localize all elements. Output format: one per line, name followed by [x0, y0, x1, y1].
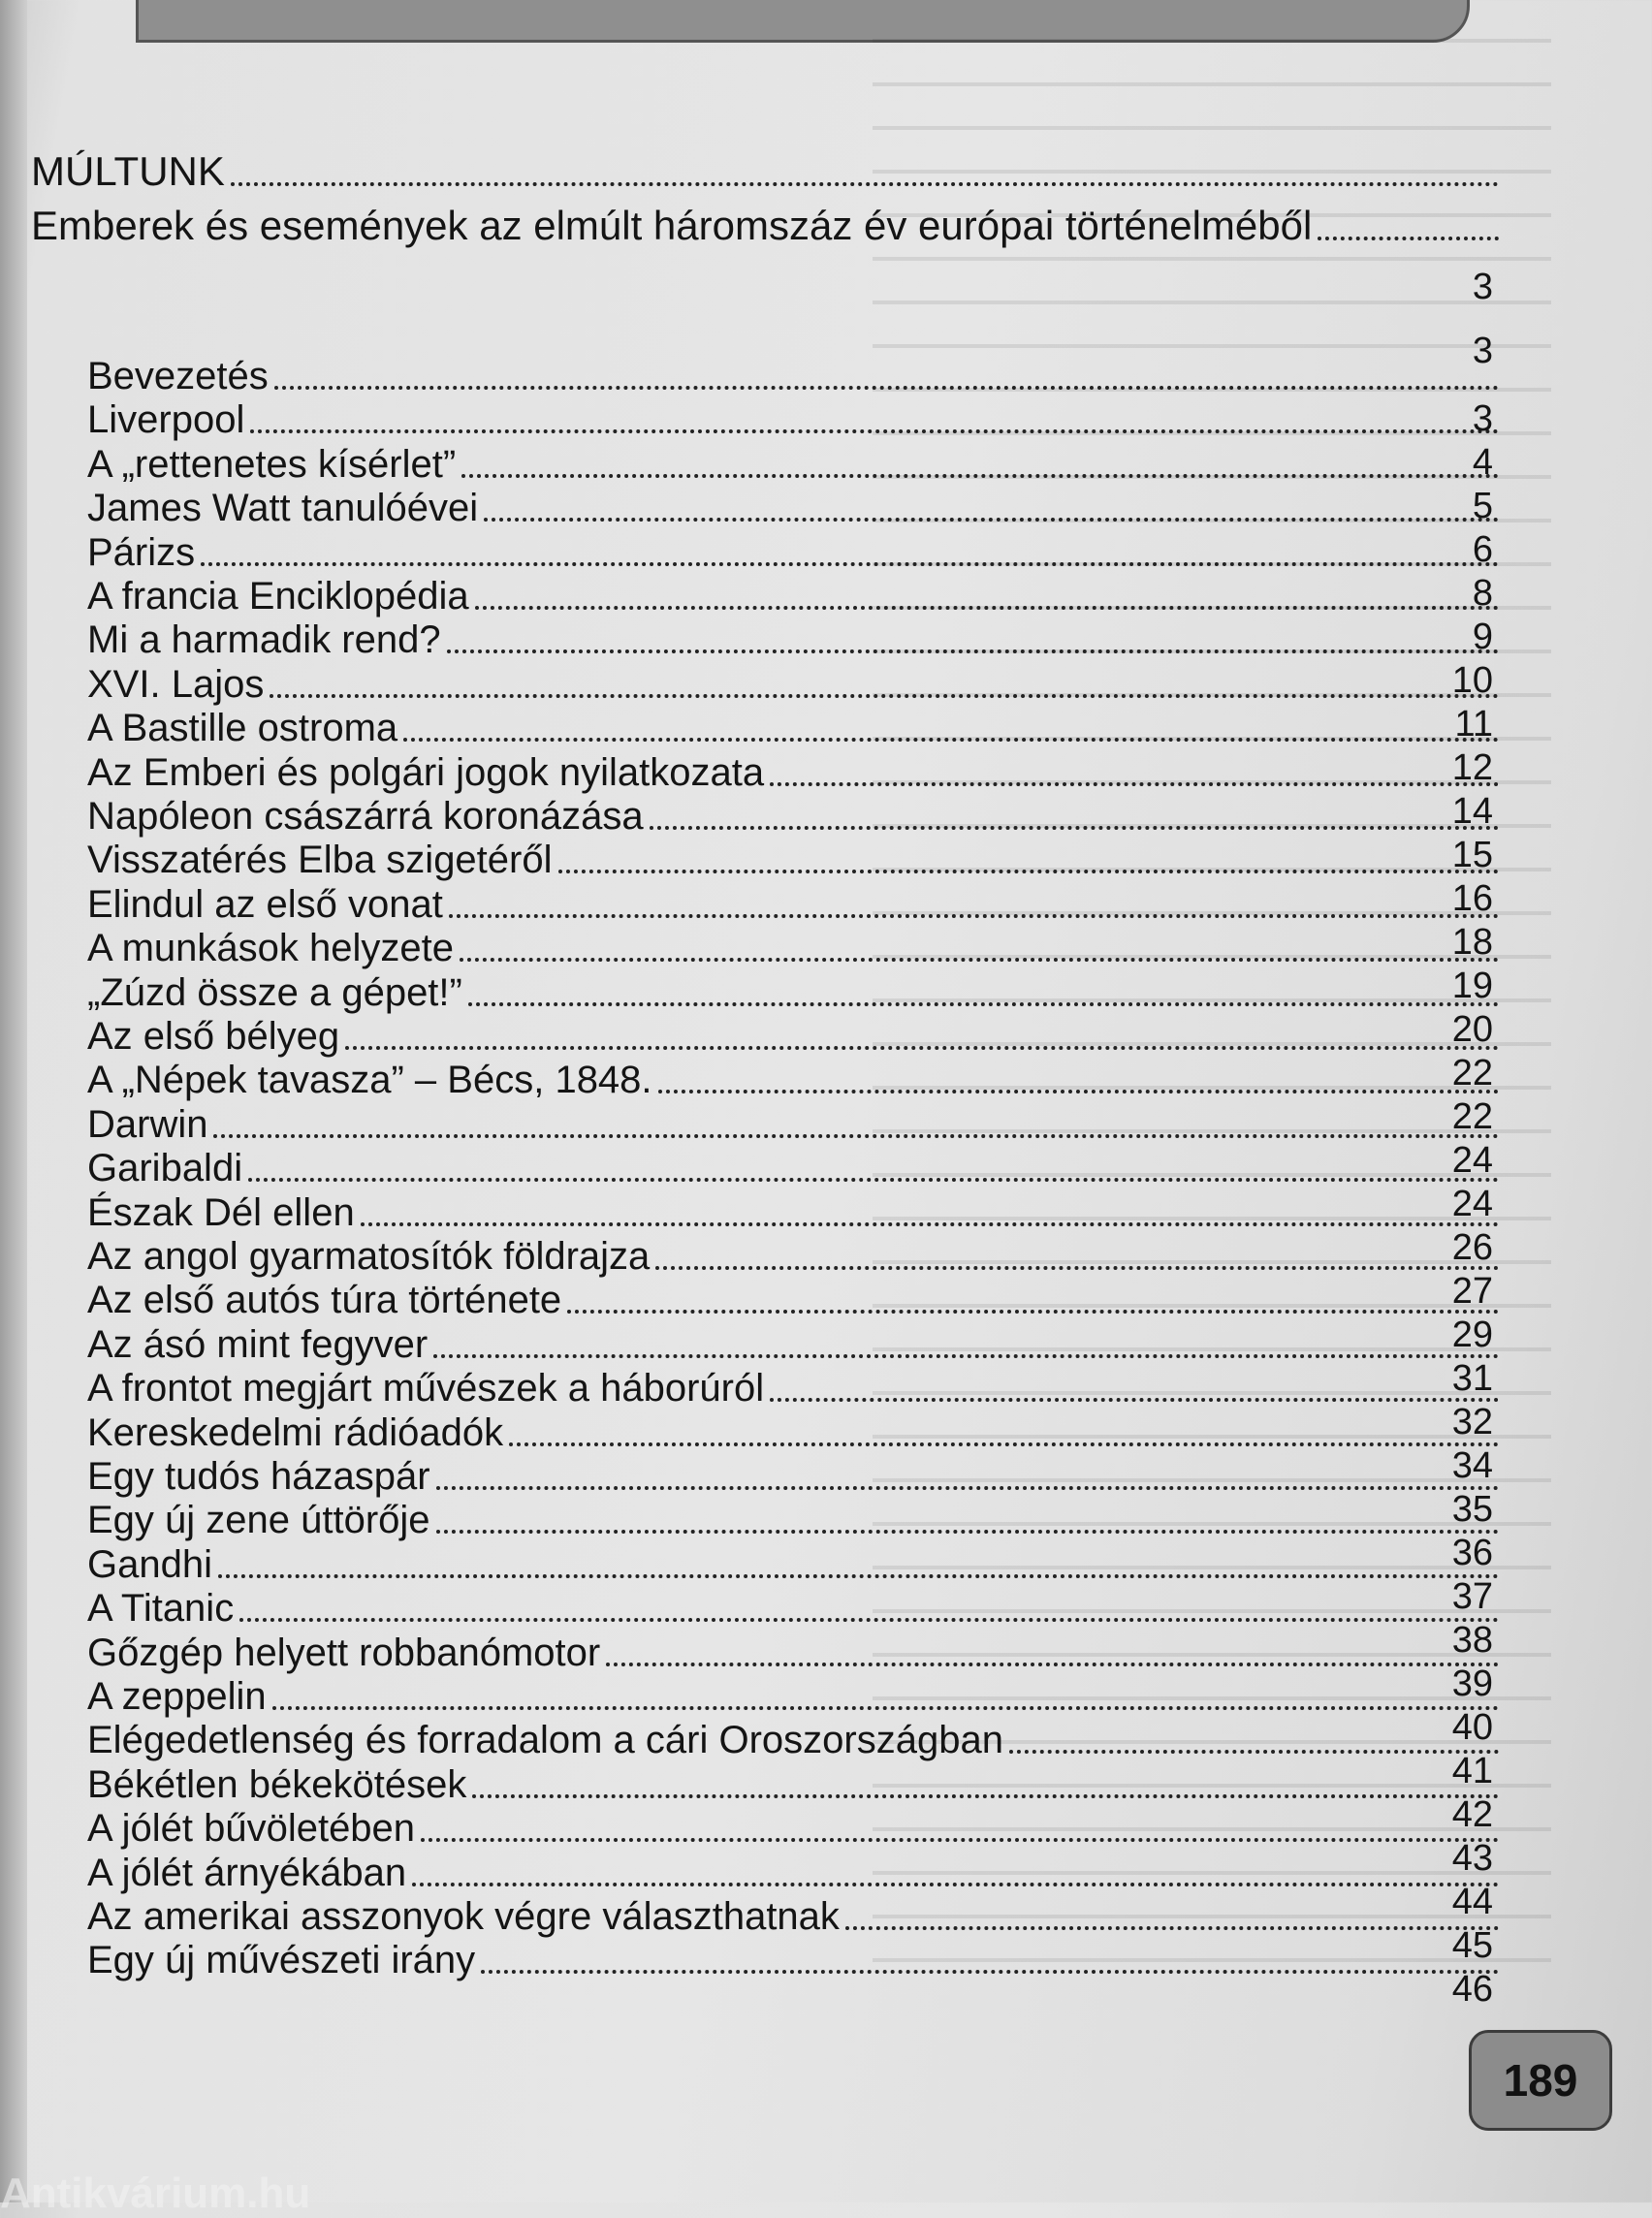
- toc-entry: [87, 971, 1505, 1014]
- toc-entry: [87, 487, 1505, 529]
- dot-leader: [606, 1663, 1499, 1666]
- toc-entry: [87, 795, 1505, 838]
- dot-leader: [447, 650, 1499, 653]
- entry-page-number: 16: [1451, 878, 1493, 919]
- dot-leader: [345, 1046, 1499, 1050]
- dot-leader: [449, 914, 1499, 918]
- toc-entry: [87, 443, 1505, 486]
- toc-entry: [87, 1807, 1505, 1850]
- entry-page-number: 43: [1451, 1838, 1493, 1879]
- dot-leader: [218, 1574, 1499, 1578]
- entry-title: Az ásó mint fegyver: [87, 1322, 429, 1366]
- toc-entry: [87, 398, 1505, 441]
- dot-leader: [248, 1178, 1499, 1182]
- entry-page-number: 5: [1472, 486, 1493, 526]
- dot-leader: [509, 1442, 1499, 1446]
- entry-title: Egy új zene úttörője: [87, 1499, 430, 1542]
- entry-page-number: 35: [1451, 1489, 1493, 1530]
- entry-title: Békétlen békekötések: [87, 1762, 467, 1806]
- entry-title: Elégedetlenség és forradalom a cári Oroszországban: [87, 1719, 1003, 1762]
- entry-title: Napóleon császárrá koronázása: [87, 795, 644, 838]
- dot-leader: [270, 694, 1499, 698]
- dot-leader: [1318, 237, 1499, 240]
- dot-leader: [403, 738, 1499, 742]
- toc-entry: [87, 1147, 1505, 1189]
- toc-entry: [87, 575, 1505, 618]
- toc-entry: [87, 355, 1505, 397]
- toc-entry: [87, 1719, 1505, 1761]
- toc-entry: [87, 1323, 1505, 1366]
- entry-title: A zeppelin: [87, 1675, 267, 1718]
- toc-entry: [87, 1852, 1505, 1894]
- entry-title: Észak Dél ellen: [87, 1190, 355, 1234]
- toc-entry: [87, 1235, 1505, 1278]
- entry-title: Egy új művészeti irány: [87, 1939, 476, 1982]
- entry-page-number: 20: [1451, 1009, 1493, 1050]
- entry-title: James Watt tanulóévei: [87, 487, 479, 530]
- dot-leader: [213, 1134, 1499, 1138]
- section-page-number: 3: [1472, 267, 1493, 307]
- dot-leader: [770, 782, 1499, 786]
- dot-leader: [468, 1002, 1499, 1006]
- dot-leader: [481, 1970, 1499, 1974]
- entry-page-number: 11: [1454, 704, 1493, 745]
- toc-entry: [87, 1059, 1505, 1101]
- toc-entry: [87, 660, 1505, 706]
- entry-page-number: 29: [1451, 1315, 1493, 1355]
- dot-leader: [558, 870, 1500, 873]
- dot-leader: [231, 182, 1499, 186]
- entry-title: Gőzgép helyett robbanómotor: [87, 1631, 601, 1674]
- entry-title: A munkások helyzete: [87, 927, 454, 970]
- entry-title: A jólét bűvöletében: [87, 1807, 416, 1851]
- entry-page-number: 27: [1451, 1271, 1493, 1312]
- dot-leader: [421, 1838, 1499, 1842]
- entry-page-number: 31: [1451, 1358, 1493, 1399]
- entry-page-number: 24: [1451, 1140, 1493, 1181]
- entry-title: Gandhi: [87, 1542, 212, 1586]
- dot-leader: [361, 1222, 1499, 1226]
- entry-page-number: 8: [1472, 573, 1493, 614]
- dot-leader: [845, 1926, 1499, 1930]
- toc-entry: [87, 1279, 1505, 1321]
- dot-leader: [484, 518, 1499, 522]
- entry-page-number: 38: [1451, 1620, 1493, 1661]
- section-page-number: 3: [1472, 331, 1493, 371]
- toc-entry: [87, 1895, 1505, 1938]
- entry-page-number: 36: [1451, 1533, 1493, 1573]
- toc-entry: [87, 751, 1505, 794]
- entry-title: Az első autós túra története: [87, 1279, 562, 1322]
- entry-page-number: 4: [1472, 442, 1493, 483]
- dot-leader: [461, 474, 1499, 478]
- toc-entry: [87, 1632, 1505, 1674]
- section-title: MÚLTUNK: [31, 148, 225, 194]
- toc-entry: [87, 927, 1505, 969]
- dot-leader: [201, 562, 1499, 566]
- entry-title: A jólét árnyékában: [87, 1851, 407, 1894]
- entry-page-number: 22: [1451, 1053, 1493, 1093]
- entry-page-number: 24: [1451, 1184, 1493, 1224]
- entry-title: Az első bélyeg: [87, 1015, 340, 1058]
- dot-leader: [567, 1310, 1499, 1314]
- toc-entry: [87, 1015, 1505, 1058]
- entry-page-number: 12: [1451, 747, 1493, 788]
- entry-title: A frontot megjárt művészek a háborúról: [87, 1367, 765, 1410]
- dot-leader: [436, 1530, 1499, 1534]
- entry-title: Darwin: [87, 1102, 208, 1146]
- entry-page-number: 44: [1451, 1882, 1493, 1922]
- toc-entry: [87, 1411, 1505, 1454]
- entry-page-number: 6: [1472, 529, 1493, 570]
- toc-entry: [87, 1939, 1505, 1981]
- entry-page-number: 45: [1451, 1925, 1493, 1966]
- entry-title: „Zúzd össze a gépet!”: [87, 970, 462, 1014]
- toc-entry: [87, 1367, 1505, 1410]
- dot-leader: [655, 1266, 1499, 1270]
- entry-title: Garibaldi: [87, 1147, 243, 1190]
- entry-page-number: 41: [1451, 1751, 1493, 1791]
- toc-entry: [87, 531, 1505, 574]
- entry-title: Párizs: [87, 530, 196, 574]
- entry-title: Visszatérés Elba szigetéről: [87, 839, 553, 882]
- entry-title: Az angol gyarmatosítók földrajza: [87, 1235, 651, 1278]
- dot-leader: [658, 1090, 1499, 1093]
- dot-leader: [436, 1486, 1499, 1490]
- entry-title: Kereskedelmi rádióadók: [87, 1410, 504, 1454]
- toc-section-heading: [31, 149, 1505, 194]
- entry-title: Elindul az első vonat: [87, 882, 443, 926]
- toc-entry: [87, 618, 1505, 661]
- entry-title: Mi a harmadik rend?: [87, 618, 441, 662]
- entry-page-number: 46: [1451, 1969, 1493, 2010]
- entry-page-number: 39: [1451, 1664, 1493, 1704]
- entry-page-number: 10: [1451, 660, 1493, 701]
- toc-entry: [87, 839, 1505, 881]
- entry-page-number: 15: [1451, 835, 1493, 875]
- entry-page-number: 3: [1472, 398, 1493, 439]
- toc-entry: [87, 883, 1505, 926]
- entry-page-number: 34: [1451, 1445, 1493, 1486]
- section-title: Emberek és események az elmúlt háromszáz év európai történelméből: [31, 203, 1313, 248]
- dot-leader: [412, 1883, 1499, 1886]
- toc-entry: [87, 1543, 1505, 1586]
- toc-entry: [87, 1455, 1505, 1498]
- entry-title: Bevezetés: [87, 355, 269, 397]
- entry-title: A Titanic: [87, 1587, 235, 1631]
- entry-page-number: 26: [1451, 1227, 1493, 1268]
- entry-title: XVI. Lajos: [87, 662, 265, 706]
- toc-entry: [87, 1763, 1505, 1806]
- entry-title: Az amerikai asszonyok végre választhatnak: [87, 1895, 840, 1938]
- toc-entry: [87, 1675, 1505, 1718]
- dot-leader: [239, 1618, 1499, 1622]
- dot-leader: [274, 386, 1499, 390]
- dot-leader: [250, 429, 1499, 433]
- entry-title: Egy tudós házaspár: [87, 1455, 430, 1498]
- entry-title: Az Emberi és polgári jogok nyilatkozata: [87, 750, 765, 794]
- entry-title: A „Népek tavasza” – Bécs, 1848.: [87, 1059, 652, 1102]
- page-number-badge: 189: [1469, 2030, 1612, 2131]
- entry-page-number: 18: [1451, 922, 1493, 963]
- dot-leader: [472, 1794, 1499, 1798]
- entry-title: Liverpool: [87, 398, 245, 442]
- entry-title: A Bastille ostroma: [87, 707, 398, 750]
- toc-entry: [87, 1587, 1505, 1630]
- entry-page-number: 42: [1451, 1794, 1493, 1835]
- toc-section-heading: [31, 204, 1505, 248]
- dot-leader: [460, 958, 1499, 962]
- dot-leader: [433, 1354, 1499, 1358]
- dot-leader: [272, 1706, 1499, 1710]
- dot-leader: [770, 1398, 1499, 1402]
- entry-page-number: 19: [1451, 966, 1493, 1006]
- entry-title: A francia Enciklopédia: [87, 575, 469, 618]
- entry-page-number: 40: [1451, 1707, 1493, 1748]
- entry-page-number: 14: [1451, 791, 1493, 832]
- entry-page-number: 22: [1451, 1096, 1493, 1137]
- toc-entry: [87, 1191, 1505, 1234]
- entry-page-number: 9: [1472, 617, 1493, 657]
- watermark: Antikvárium.hu: [0, 2170, 311, 2217]
- dot-leader: [650, 826, 1499, 830]
- toc-entry: [87, 1499, 1505, 1541]
- entry-title: A „rettenetes kísérlet”: [87, 442, 457, 486]
- toc-entry: [87, 704, 1505, 750]
- entry-page-number: 37: [1451, 1576, 1493, 1617]
- dot-leader: [475, 606, 1499, 610]
- toc-entry: [87, 1103, 1505, 1146]
- entry-page-number: 32: [1451, 1402, 1493, 1442]
